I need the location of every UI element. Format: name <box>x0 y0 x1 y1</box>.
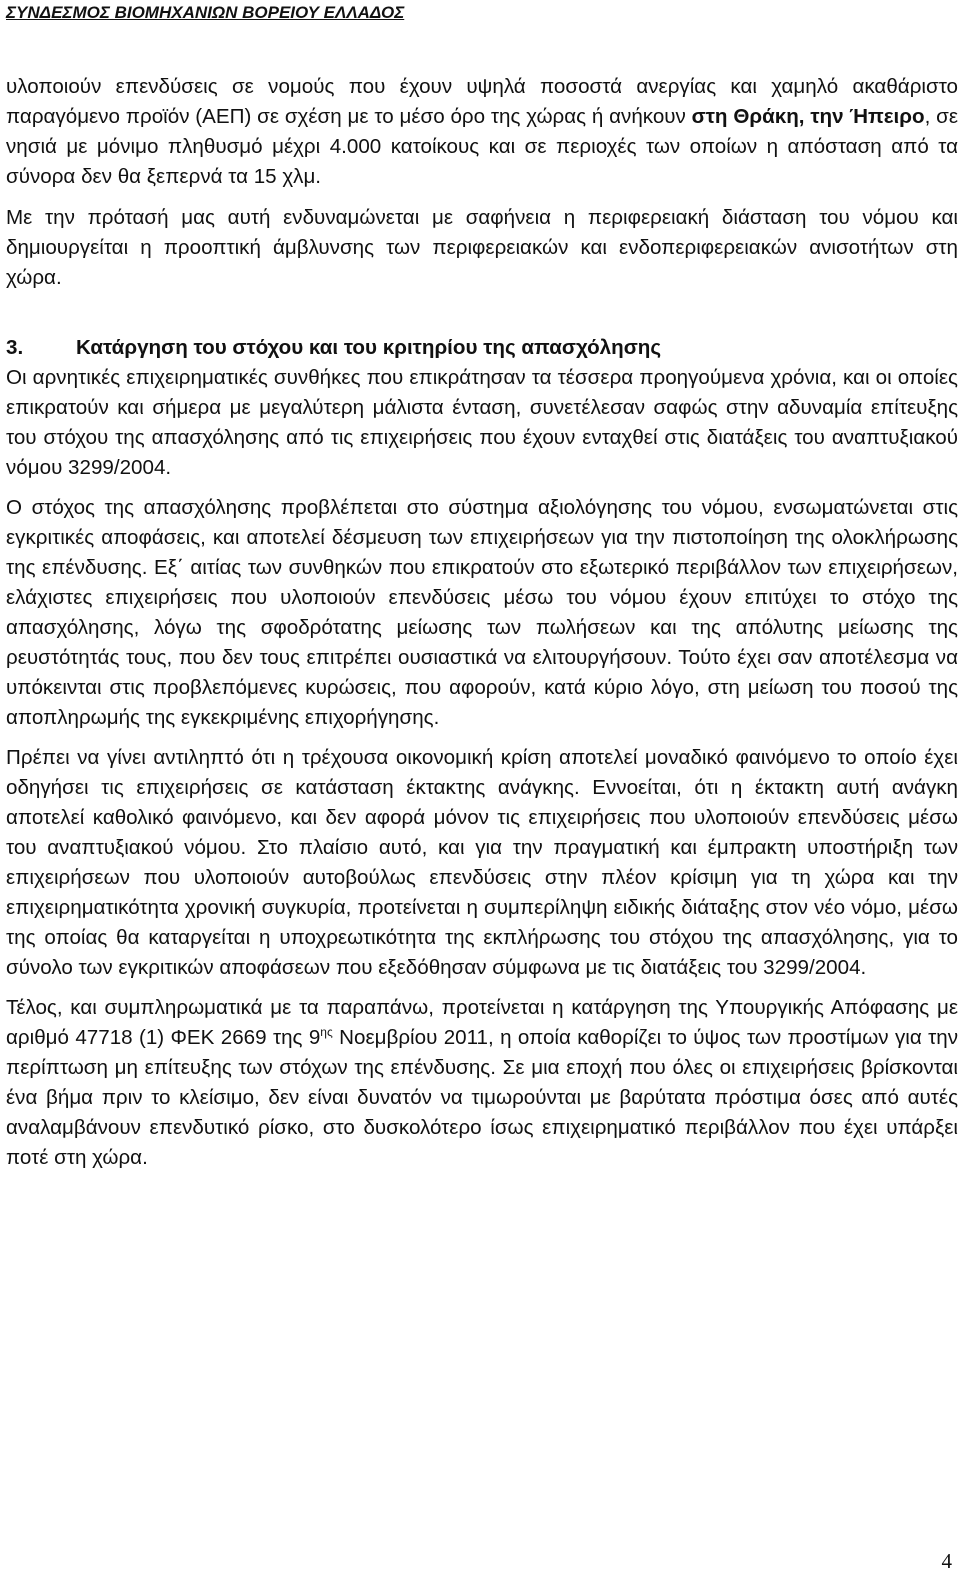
paragraph-regional-dimension: Με την πρότασή μας αυτή ενδυναμώνεται με σαφήνεια η περιφερειακή διάσταση του νόμου και δημιουργείται η προοπτική άμβλυνσης των περιφερειακών και ενδοπεριφερειακών ανισοτήτων στη χώρα. <box>6 206 958 289</box>
page-number: 4 <box>941 1549 952 1573</box>
section-heading <box>6 333 958 363</box>
paragraph-text: Νοεμβρίου 2011, η οποία καθορίζει το ύψος των προστίμων για την περίπτωση μη επίτευξης των στόχων της επένδυσης. Σε μια εποχή που όλες οι επιχειρήσεις βρίσκονται ένα βήμα πριν το κλείσιμο, δεν είναι δυνατόν να τιμωρούνται με βαρύτατα πρόστιμα όσες από αυτές αναλαμβάνουν επενδυτικό ρίσκο, στο δυσκολότερο ίσως επιχειρηματικό περιβάλλον που έχει υπάρξει ποτέ στη χώρα. <box>6 1026 958 1169</box>
paragraph-economic-crisis: Πρέπει να γίνει αντιληπτό ότι η τρέχουσα οικονομική κρίση αποτελεί μοναδικό φαινόμενο το οποίο έχει οδηγήσει τις επιχειρήσεις σε κατάσταση έκτακτης ανάγκης. Εννοείται, ότι η έκτακτη αυτή ανάγκη αποτελεί καθολικό φαινόμενο, και δεν αφορά μόνον τις επιχειρήσεις που υλοποιούν επενδύσεις μέσω του αναπτυξιακού νόμου. Στο πλαίσιο αυτό, και για την πραγματική και έμπρακτη υποστήριξη των επιχειρήσεων που υλοποιούν αυτοβούλως επενδύσεις στην πλέον κρίσιμη για τη χώρα και την επιχειρηματικότητα χρονική συγκυρία, προτείνεται η συμπερίληψη ειδικής διάταξης στον νέο νόμο, μέσω της οποίας θα καταργείται η υποχρεωτικότητα της εκπλήρωσης του στόχου της απασχόλησης, για το σύνολο των εγκριτικών αποφάσεων που εξεδόθησαν σύμφωνα με τις διατάξεις του 3299/2004. <box>6 746 958 979</box>
document-body <box>6 72 958 1183</box>
paragraph-text: , σε νησιά με μόνιμο πληθυσμό μέχρι 4.000 κατοίκους και σε περιοχές των οποίων η απόσταση από τα σύνορα δεν θα ξεπερνά τα 15 χλμ. <box>6 105 959 188</box>
ordinal-superscript: ης <box>320 1025 333 1039</box>
section-number: 3. <box>6 336 24 359</box>
bold-regions: στη Θράκη, την Ήπειρο <box>691 105 925 128</box>
paragraph-business-conditions: Οι αρνητικές επιχειρηματικές συνθήκες που επικράτησαν τα τέσσερα προηγούμενα χρόνια, και οι οποίες επικρατούν και σήμερα με μεγαλύτερη μάλιστα ένταση, συνετέλεσαν σαφώς στην αδυναμία επίτευξης του στόχου της απασχόλησης από τις επιχειρήσεις που έχουν ενταχθεί στις διατάξεις του αναπτυξιακού νόμου 3299/2004. <box>6 366 958 479</box>
paragraph-text: Τέλος, και συμπληρωματικά με τα παραπάνω, προτείνεται η κατάργηση της Υπουργικής Απόφασης με αριθμό 47718 (1) ΦΕΚ 2669 της 9 <box>6 996 958 1049</box>
paragraph-ministerial-decision <box>6 993 958 1173</box>
paragraph-text: υλοποιούν επενδύσεις σε νομούς που έχουν υψηλά ποσοστά ανεργίας και χαμηλό ακαθάριστο παραγόμενο προϊόν (ΑΕΠ) σε σχέση με το μέσο όρο της χώρας ή ανήκουν <box>6 75 958 128</box>
section-title: Κατάργηση του στόχου και του κριτηρίου της απασχόλησης <box>76 336 662 359</box>
paragraph-employment-target: Ο στόχος της απασχόλησης προβλέπεται στο σύστημα αξιολόγησης του νόμου, ενσωματώνεται στις εγκριτικές αποφάσεις, και αποτελεί δέσμευση των επιχειρήσεων για την πιστοποίηση της ολοκλήρωσης της επένδυσης. Εξ΄ αιτίας των συνθηκών που επικρατούν στο εξωτερικό περιβάλλον των επιχειρήσεων, ελάχιστες επιχειρήσεις που υλοποιούν επενδύσεις μέσω του νόμου έχουν επιτύχει το στόχο της απασχόλησης, λόγω της σφοδρότατης μείωσης των πωλήσεων και της απόλυτης μείωσης της ρευστότητάς τους, που δεν τους επιτρέπει ουσιαστικά να ελιτουργήσουν. Τούτο έχει σαν αποτέλεσμα να υπόκεινται στις προβλεπόμενες κυρώσεις, που αφορούν, κατά κύριο λόγο, στη μείωση του ποσού της αποπληρωμής της εγκεκριμένης επιχορήγησης. <box>6 496 958 729</box>
page-header-title: ΣΥΝΔΕΣΜΟΣ ΒΙΟΜΗΧΑΝΙΩΝ ΒΟΡΕΙΟΥ ΕΛΛΑΔΟΣ <box>6 3 405 22</box>
paragraph-regional-criteria <box>6 72 958 192</box>
